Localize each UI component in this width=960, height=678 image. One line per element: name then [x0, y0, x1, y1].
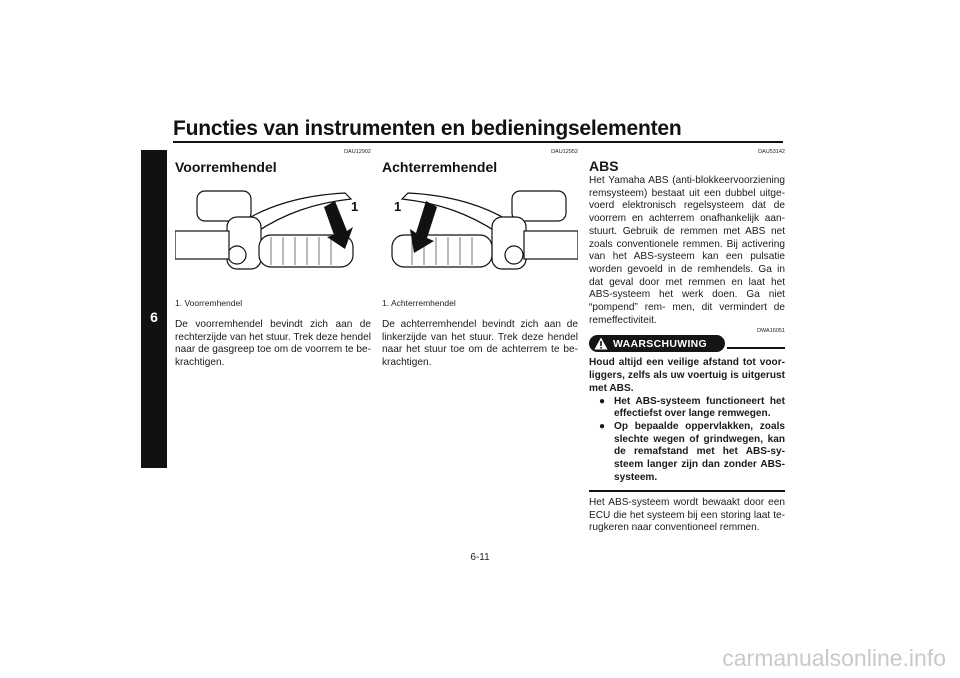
warning-bullet [589, 421, 785, 485]
warning-bullet-list [589, 396, 785, 485]
section-body: De achterremhendel bevindt zich aan de linkerzijde van het stuur. Trek deze hendel naar het stuur toe om de achterrem te be- krachtigen. [382, 319, 578, 369]
section-title: Achterremhendel [382, 159, 498, 175]
section-front-brake [175, 149, 371, 370]
section-body: De voorremhendel bevindt zich aan de rechterzijde van het stuur. Trek deze hendel naar de gasgreep toe om de voorrem te be- krachtigen. [175, 319, 371, 369]
section-code: DAU12952 [551, 149, 578, 155]
warning-bullet [589, 396, 785, 421]
front-brake-lever-illustration [175, 187, 371, 290]
rear-brake-lever-illustration [382, 187, 578, 290]
warning-header [589, 335, 785, 352]
warning-bullet-text: Op bepaalde oppervlakken, zoals slechte wegen of grindwegen, kan de remafstand met het ABS-sy- steem langer zijn dan zonder ABS- systeem. [614, 420, 785, 483]
figure-callout: 1 [394, 199, 402, 214]
header-rule [173, 141, 783, 143]
figure-callout: 1 [351, 199, 359, 214]
bullet-dot-icon: ● [599, 395, 606, 407]
page-number: 6-11 [470, 552, 490, 563]
warning-triangle-icon [592, 335, 609, 352]
section-title: Voorremhendel [175, 159, 277, 175]
front-brake-lever-drawing [175, 187, 371, 290]
warning-text: Houd altijd een veilige afstand tot voor- liggers, zelfs als uw voertuig is uitgerust met ABS. [589, 357, 785, 394]
warning-end-rule [589, 490, 785, 492]
section-code: DAU53142 [758, 149, 785, 155]
section-abs [589, 149, 785, 535]
warning-code: DWA16051 [757, 328, 785, 335]
page-header-title: Functies van instrumenten en bedieningselementen [173, 117, 682, 140]
section-rear-brake [382, 149, 578, 370]
abs-footer-text: Het ABS-systeem wordt bewaakt door een ECU die het systeem bij een storing laat te- rugkeren naar conventioneel remmen. [589, 496, 785, 534]
rear-brake-lever-drawing [382, 187, 578, 290]
bullet-dot-icon: ● [599, 420, 606, 432]
warning-rule [727, 347, 785, 349]
watermark: carmanualsonline.info [722, 645, 946, 671]
warning-bullet-text: Het ABS-systeem functioneert het effectiefst over lange remwegen. [614, 395, 785, 420]
chapter-number: 6 [150, 309, 158, 325]
warning-label: WAARSCHUWING [613, 337, 708, 350]
section-title: ABS [589, 158, 619, 174]
figure-caption: 1. Voorremhendel [175, 298, 243, 308]
figure-caption: 1. Achterremhendel [382, 298, 456, 308]
section-code: DAU12902 [344, 149, 371, 155]
section-body: Het Yamaha ABS (anti-blokkeervoorziening remsysteem) bestaat uit een dubbel uitge- voerd elektronisch regelsysteem dat de voorrem en achterrem onafhankelijk aan- stuurt. Gebruik de remmen met ABS net zoals conventionele remmen. Bij activering van het ABS-systeem kan een pulsatie worden gevoeld in de remhendels. Ga in dat geval door met remmen en laat het ABS-systeem het werk doen. Ga niet “pompend” rem- men, dit vermindert de remeffectiviteit. [589, 175, 785, 326]
warning-badge [589, 335, 725, 352]
